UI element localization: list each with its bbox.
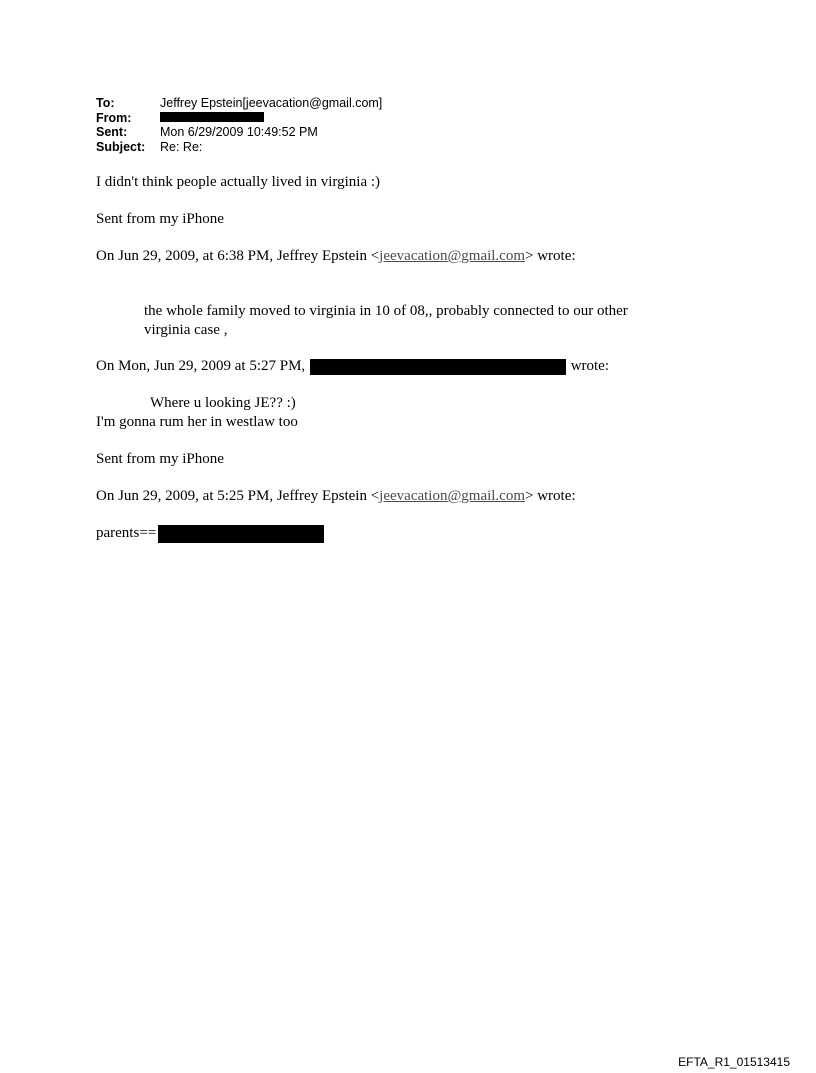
from-row [96,111,382,126]
subject-label: Subject: [96,139,146,154]
document-id: EFTA_R1_01513415 [678,1055,790,1069]
sent-label: Sent: [96,125,128,139]
signature-line: Sent from my iPhone [96,451,224,467]
attribution-text: On Jun 29, 2009, at 5:25 PM, Jeffrey Epstein < [96,488,380,504]
attribution-text: wrote: [570,358,610,374]
redaction-block [310,359,566,375]
to-row [96,96,382,111]
quoted-line: Where u looking JE?? :) [150,395,296,411]
email-link[interactable]: jeevacation@gmail.com [379,488,526,504]
redaction-block [160,112,264,122]
from-label: From: [96,110,132,125]
subject-row [96,140,382,155]
quote-attribution [96,247,576,266]
body-line: I didn't think people actually lived in virginia :) [96,174,381,190]
parents-text: parents== [96,525,157,541]
body-line: I'm gonna rum her in westlaw too [96,414,298,430]
attribution-text: > wrote: [525,248,576,264]
quoted-line: the whole family moved to virginia in 10 of 08,, probably connected to our other [144,303,628,319]
sent-row [96,125,382,140]
subject-value: Re: Re: [160,139,203,154]
quoted-line: virginia case , [144,322,228,338]
quote-attribution [96,357,609,376]
email-header [96,96,382,154]
attribution-text: On Jun 29, 2009, at 6:38 PM, Jeffrey Epstein < [96,248,380,264]
attribution-text: On Mon, Jun 29, 2009 at 5:27 PM, [96,358,306,374]
to-value: Jeffrey Epstein[jeevacation@gmail.com] [160,96,383,110]
body-line [96,524,324,543]
sent-value: Mon 6/29/2009 10:49:52 PM [160,125,318,139]
email-link[interactable]: jeevacation@gmail.com [379,248,526,264]
quote-attribution [96,487,576,506]
redaction-block [158,525,324,543]
to-label: To: [96,96,115,110]
signature-line: Sent from my iPhone [96,211,224,227]
attribution-text: > wrote: [525,488,576,504]
